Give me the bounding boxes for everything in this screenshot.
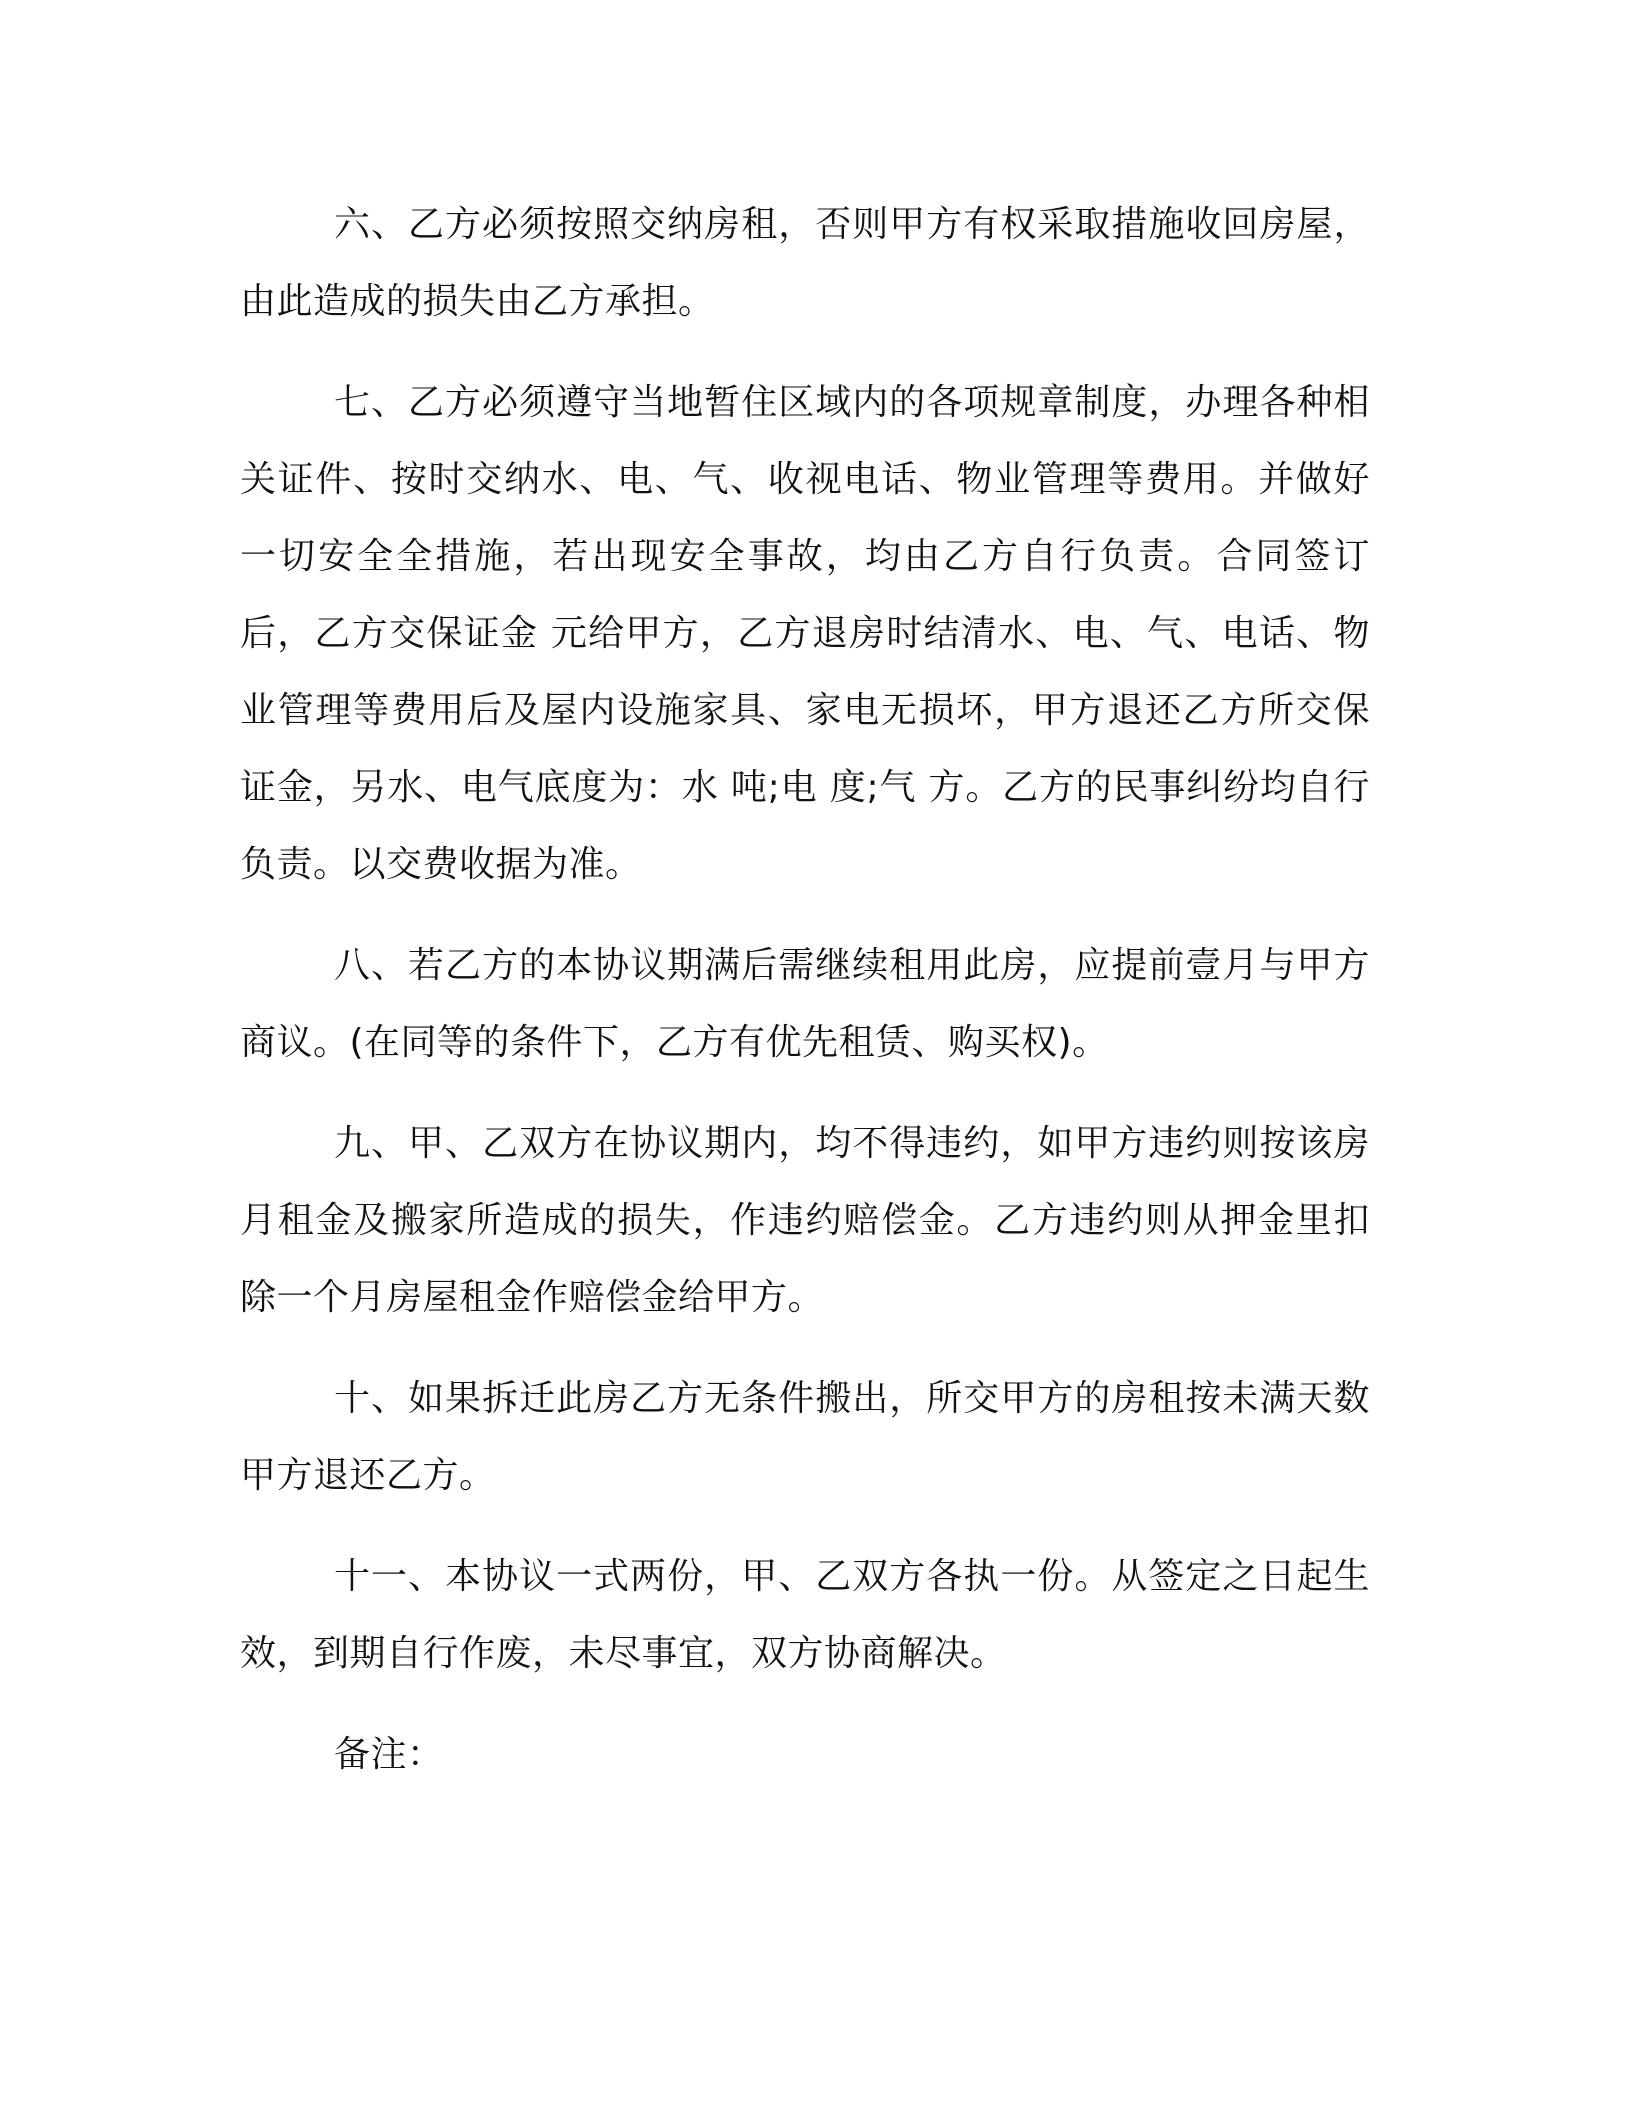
- clause-9-paragraph: 九、甲、乙双方在协议期内，均不得违约，如甲方违约则按该房月租金及搬家所造成的损失，作违约赔偿金。乙方违约则从押金里扣除一个月房屋租金作赔偿金给甲方。: [240, 1123, 1370, 1318]
- clause-7-paragraph: 七、乙方必须遵守当地暂住区域内的各项规章制度，办理各种相关证件、按时交纳水、电、气、收视电话、物业管理等费用。并做好一切安全全措施，若出现安全事故，均由乙方自行负责。合同签订后，乙方交保证金 元给甲方，乙方退房时结清水、电、气、电话、物业管理等费用后及屋内设施家具、家电无损坏，甲方退还乙方所交保证金，另水、电气底度为：水 吨;电 度;气 方。乙方的民事纠纷均自行负责。以交费收据为准。: [240, 382, 1370, 885]
- clause-10-paragraph: 十、如果拆迁此房乙方无条件搬出，所交甲方的房租按未满天数甲方退还乙方。: [240, 1378, 1370, 1496]
- clause-6-paragraph: 六、乙方必须按照交纳房租，否则甲方有权采取措施收回房屋，由此造成的损失由乙方承担。: [240, 204, 1370, 322]
- document-body: [240, 186, 1370, 1817]
- note-label: 备注：: [334, 1734, 444, 1775]
- clause-8-paragraph: 八、若乙方的本协议期满后需继续租用此房，应提前壹月与甲方商议。(在同等的条件下，乙方有优先租赁、购买权)。: [240, 945, 1370, 1063]
- clause-11-paragraph: 十一、本协议一式两份，甲、乙双方各执一份。从签定之日起生效，到期自行作废，未尽事宜，双方协商解决。: [240, 1556, 1370, 1674]
